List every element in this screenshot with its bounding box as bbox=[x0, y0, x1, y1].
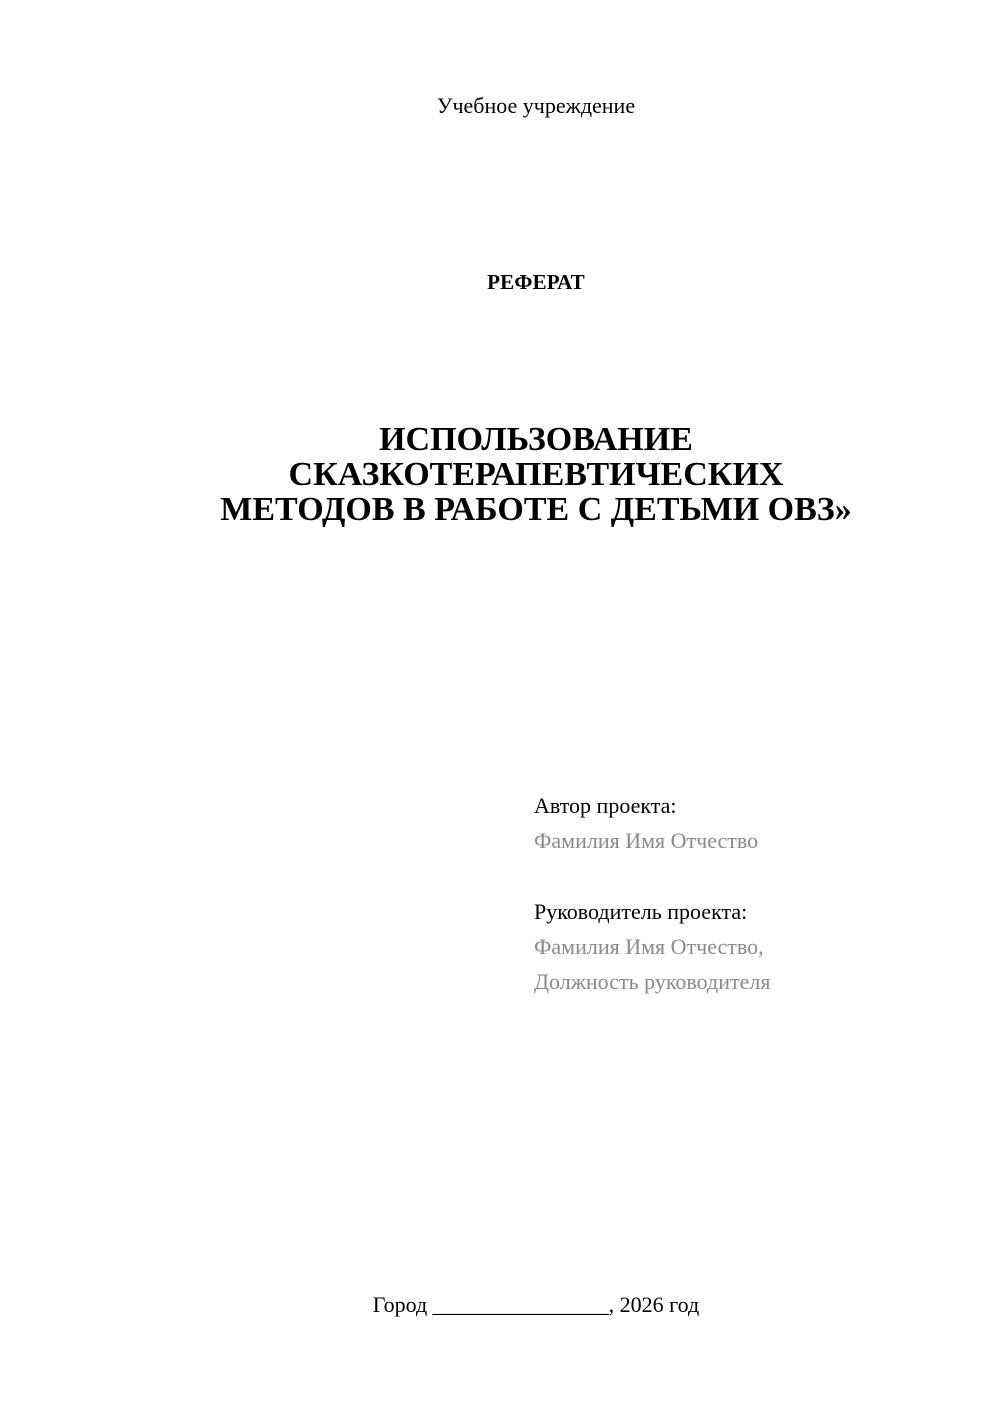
supervisor-name: Фамилия Имя Отчество, bbox=[534, 934, 764, 959]
institution-name: Учебное учреждение bbox=[436, 93, 636, 118]
credits-spacer bbox=[534, 858, 974, 894]
title-line-2: СКАЗКОТЕРАПЕВТИЧЕСКИХ bbox=[288, 456, 784, 493]
author-name: Фамилия Имя Отчество bbox=[534, 828, 759, 853]
author-label: Автор проекта: bbox=[534, 793, 677, 818]
document-title bbox=[150, 422, 922, 527]
supervisor-position: Должность руководителя bbox=[534, 969, 771, 994]
credits-block bbox=[534, 788, 974, 999]
city-year-footer: Город ________________, 2026 год bbox=[372, 1292, 700, 1317]
title-line-3: МЕТОДОВ В РАБОТЕ С ДЕТЬМИ ОВЗ» bbox=[220, 491, 852, 528]
document-type: РЕФЕРАТ bbox=[487, 270, 585, 294]
supervisor-label: Руководитель проекта: bbox=[534, 899, 748, 924]
title-line-1: ИСПОЛЬЗОВАНИЕ bbox=[379, 421, 693, 458]
